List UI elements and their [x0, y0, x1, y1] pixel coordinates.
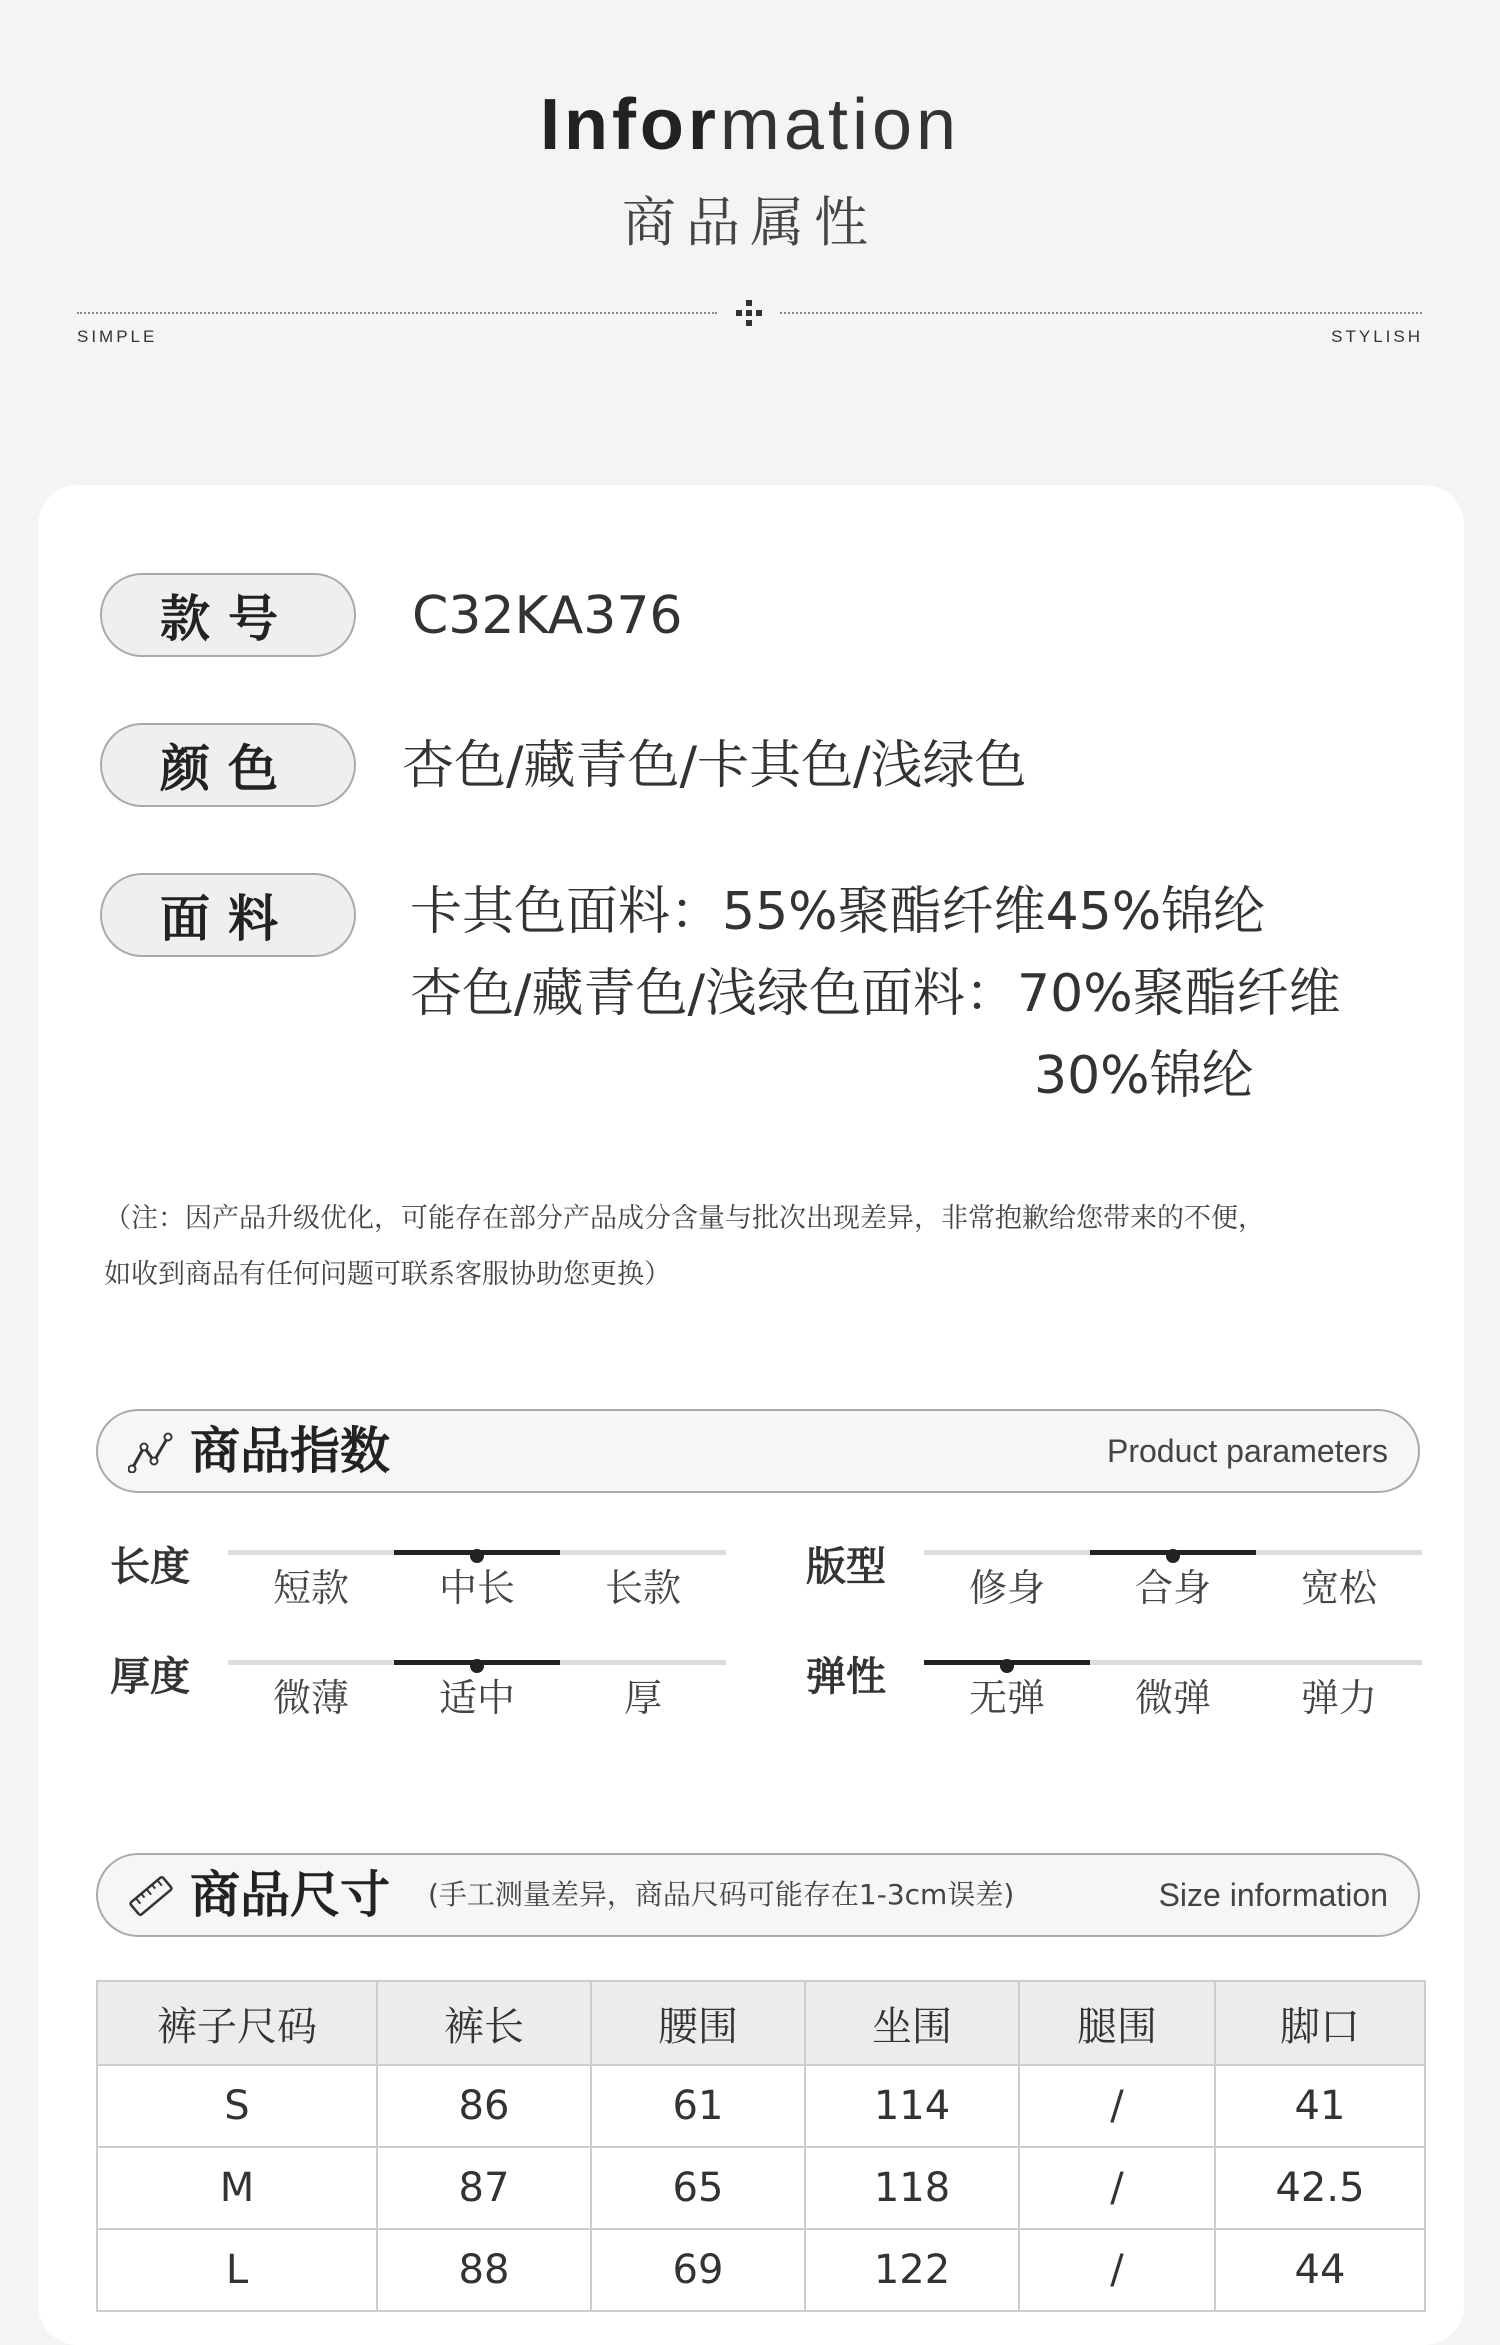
size-section-note: (手工测量差异，商品尺码可能存在1-3cm误差): [428, 1878, 1015, 1911]
param-option: 中长: [438, 1566, 515, 1610]
param-option: 短款: [272, 1566, 349, 1610]
table-cell: 88: [377, 2229, 591, 2311]
table-header-cell: 腿围: [1019, 1981, 1215, 2065]
fabric-value-line-1: 卡其色面料：55%聚酯纤维45%锦纶: [410, 882, 1266, 942]
param-seg: [560, 1550, 726, 1555]
param-seg-selected: [1090, 1550, 1256, 1555]
param-seg: [1256, 1660, 1422, 1665]
style-number-label: 款号: [100, 573, 356, 657]
dotted-divider-right: [780, 312, 1422, 314]
table-row: [97, 2065, 1425, 2147]
ruler-icon: [128, 1875, 174, 1917]
param-seg: [1256, 1550, 1422, 1555]
table-header-cell: 坐围: [805, 1981, 1019, 2065]
params-section-title: 商品指数: [190, 1422, 390, 1480]
ornament-icon: [733, 297, 765, 329]
table-cell: /: [1019, 2065, 1215, 2147]
param-track-length: [228, 1550, 726, 1610]
param-seg: [228, 1660, 394, 1665]
table-header-cell: 裤长: [377, 1981, 591, 2065]
table-cell: S: [97, 2065, 377, 2147]
style-number-value: C32KA376: [412, 586, 683, 646]
simple-tag: SIMPLE: [77, 327, 158, 346]
param-option: 无弹: [968, 1676, 1045, 1720]
dotted-divider-left: [77, 312, 717, 314]
page-subtitle: 商品属性: [622, 191, 878, 254]
table-cell: M: [97, 2147, 377, 2229]
title-light-part: mation: [719, 85, 961, 165]
color-label: 颜色: [100, 723, 356, 807]
table-cell: 44: [1215, 2229, 1425, 2311]
fabric-value-line-2: 杏色/藏青色/浅绿色面料：70%聚酯纤维: [410, 964, 1341, 1024]
param-label-thickness: 厚度: [110, 1654, 190, 1700]
param-seg-selected: [394, 1550, 560, 1555]
table-row: [97, 2147, 1425, 2229]
table-header-row: [97, 1981, 1425, 2065]
param-option: 修身: [968, 1566, 1045, 1610]
note-line-1: （注：因产品升级优化，可能存在部分产品成分含量与批次出现差异，非常抱歉给您带来的不便，: [104, 1203, 1265, 1234]
param-option: 微薄: [272, 1676, 349, 1720]
param-label-elasticity: 弹性: [806, 1654, 886, 1700]
params-section-en: Product parameters: [1106, 1433, 1388, 1469]
note-line-2: 如收到商品有任何问题可联系客服协助您更换）: [104, 1259, 671, 1290]
table-cell: 61: [591, 2065, 805, 2147]
fabric-value-line-3: 30%锦纶: [1034, 1046, 1254, 1106]
size-section-en: Size information: [1158, 1877, 1388, 1913]
table-cell: L: [97, 2229, 377, 2311]
param-option: 微弹: [1134, 1676, 1211, 1720]
param-seg: [560, 1660, 726, 1665]
size-section-header: [96, 1853, 1420, 1937]
param-option: 厚: [623, 1676, 662, 1720]
table-cell: 118: [805, 2147, 1019, 2229]
param-option: 弹力: [1300, 1676, 1377, 1720]
param-track-elasticity: [924, 1660, 1422, 1720]
table-cell: 87: [377, 2147, 591, 2229]
table-cell: 122: [805, 2229, 1019, 2311]
table-cell: /: [1019, 2147, 1215, 2229]
page-title: [0, 82, 1500, 168]
param-option: 宽松: [1300, 1566, 1377, 1610]
param-seg: [228, 1550, 394, 1555]
table-cell: 41: [1215, 2065, 1425, 2147]
table-header-cell: 裤子尺码: [97, 1981, 377, 2065]
table-cell: 65: [591, 2147, 805, 2229]
table-header-cell: 腰围: [591, 1981, 805, 2065]
param-label-length: 长度: [110, 1544, 190, 1590]
param-track-thickness: [228, 1660, 726, 1720]
param-option: 适中: [438, 1676, 515, 1720]
table-cell: 86: [377, 2065, 591, 2147]
param-option: 长款: [604, 1566, 681, 1610]
table-cell: /: [1019, 2229, 1215, 2311]
params-section-header: [96, 1409, 1420, 1493]
param-option: 合身: [1134, 1566, 1211, 1610]
table-cell: 114: [805, 2065, 1019, 2147]
color-value: 杏色/藏青色/卡其色/浅绿色: [402, 736, 1027, 796]
trend-line-icon: [128, 1431, 174, 1473]
param-seg: [1090, 1660, 1256, 1665]
param-seg-selected: [924, 1660, 1090, 1665]
param-seg-selected: [394, 1660, 560, 1665]
table-header-cell: 脚口: [1215, 1981, 1425, 2065]
stylish-tag: STYLISH: [1331, 327, 1423, 346]
size-section-title: 商品尺寸: [190, 1866, 390, 1924]
param-label-fit: 版型: [806, 1544, 886, 1590]
table-row: [97, 2229, 1425, 2311]
title-bold-part: Infor: [539, 85, 720, 165]
table-cell: 42.5: [1215, 2147, 1425, 2229]
table-cell: 69: [591, 2229, 805, 2311]
param-track-fit: [924, 1550, 1422, 1610]
size-table: [96, 1980, 1426, 2312]
param-seg: [924, 1550, 1090, 1555]
fabric-label: 面料: [100, 873, 356, 957]
